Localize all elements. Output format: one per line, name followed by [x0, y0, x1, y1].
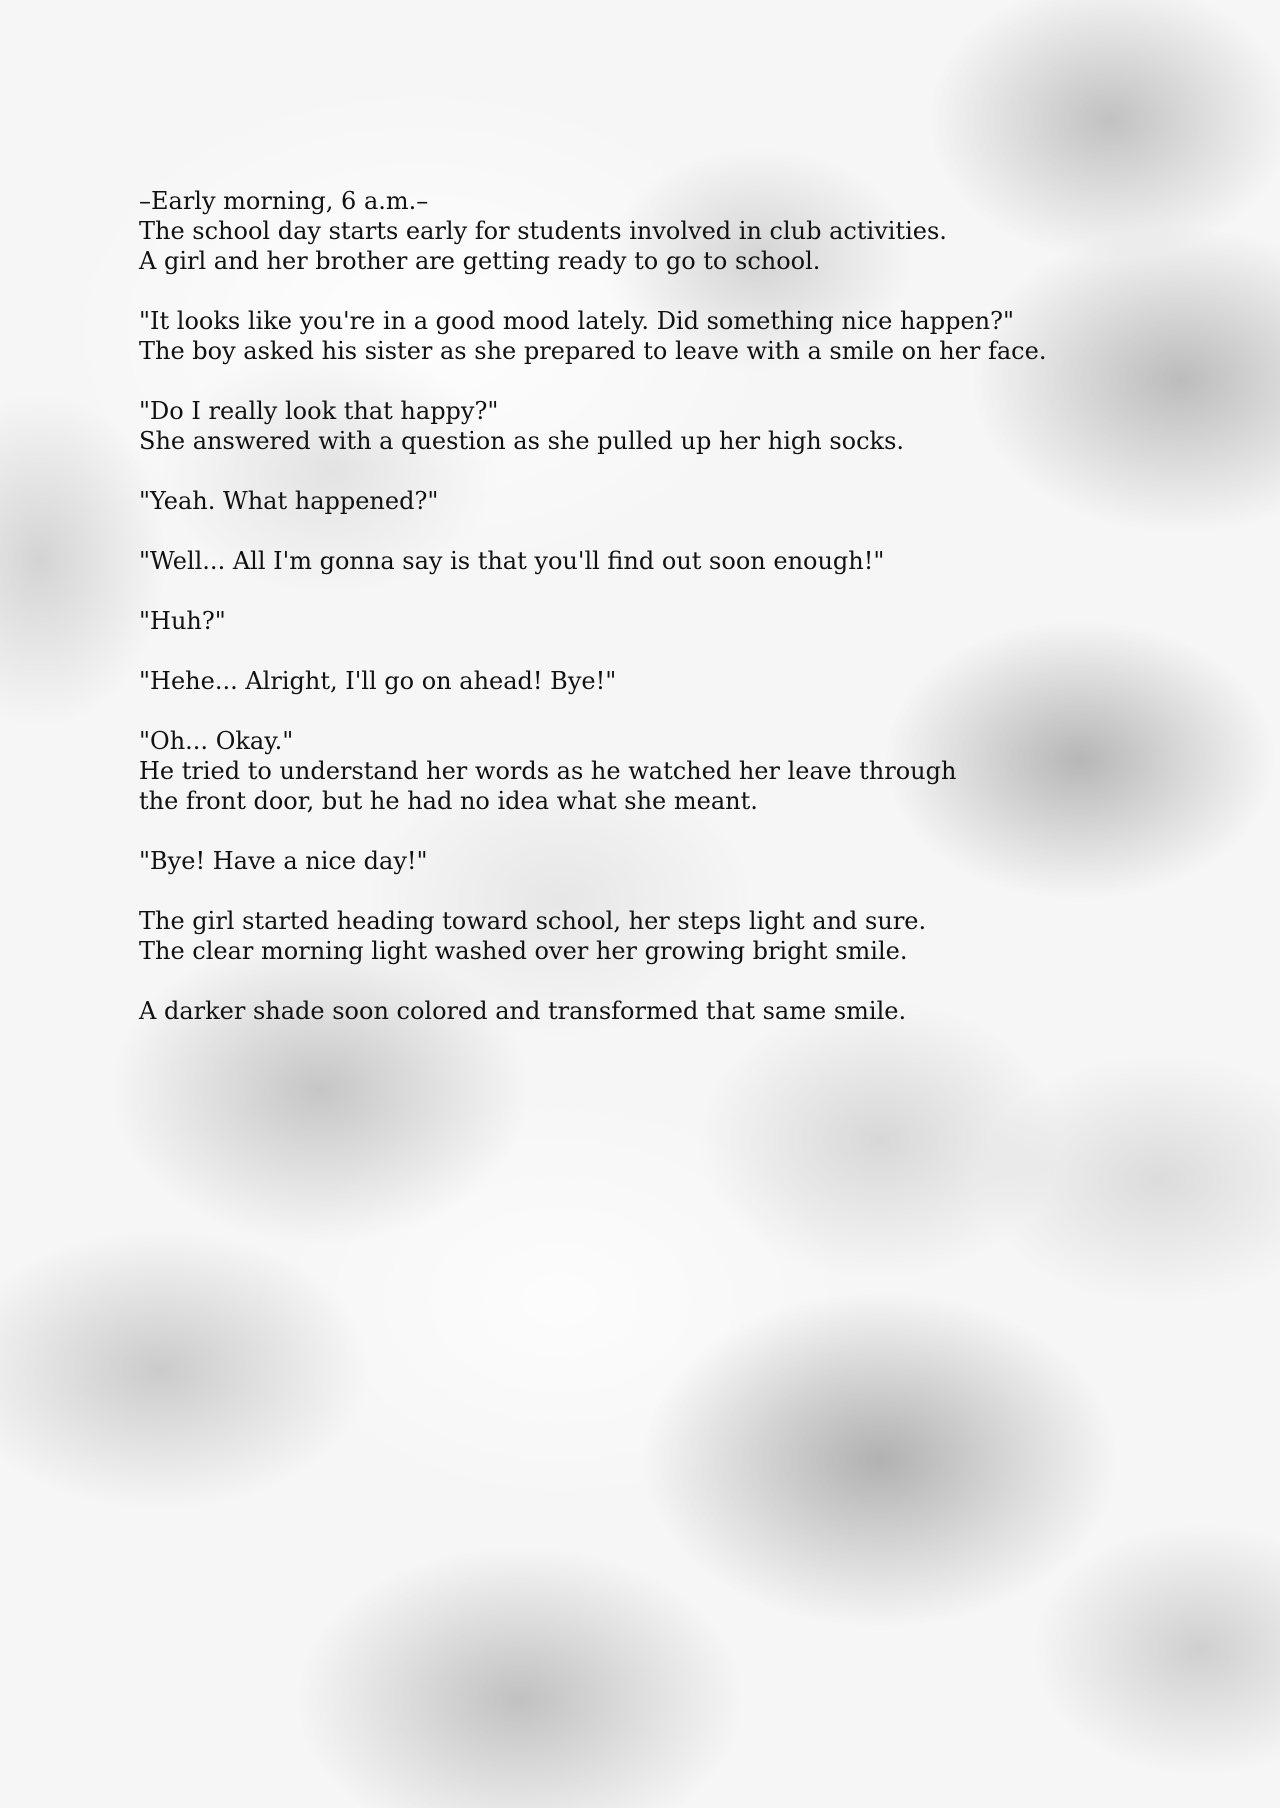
- paragraph-opening: –Early morning, 6 a.m.– The school day starts early for students involved in club activities. A girl and her brother are getting ready to go to school.: [139, 187, 947, 275]
- paragraph-boy-question: "It looks like you're in a good mood lately. Did something nice happen?" The boy asked his sister as she prepared to leave with a smile on her face.: [139, 307, 1047, 365]
- paragraph-girl-question: "Do I really look that happy?" She answered with a question as she pulled up her high socks.: [139, 397, 905, 455]
- paragraph-bye: "Bye! Have a nice day!": [139, 847, 428, 875]
- paragraph-heading-to-school: The girl started heading toward school, her steps light and sure. The clear morning light washed over her growing bright smile.: [139, 907, 927, 965]
- paragraph-huh: "Huh?": [139, 607, 226, 635]
- paragraph-darker-shade: A darker shade soon colored and transformed that same smile.: [139, 997, 907, 1025]
- story-text: [139, 186, 1179, 1056]
- paragraph-yeah: "Yeah. What happened?": [139, 487, 439, 515]
- paragraph-hehe: "Hehe... Alright, I'll go on ahead! Bye!": [139, 667, 617, 695]
- paragraph-well: "Well... All I'm gonna say is that you'll find out soon enough!": [139, 547, 885, 575]
- paragraph-oh-okay: "Oh... Okay." He tried to understand her words as he watched her leave through the front door, but he had no idea what she meant.: [139, 727, 957, 815]
